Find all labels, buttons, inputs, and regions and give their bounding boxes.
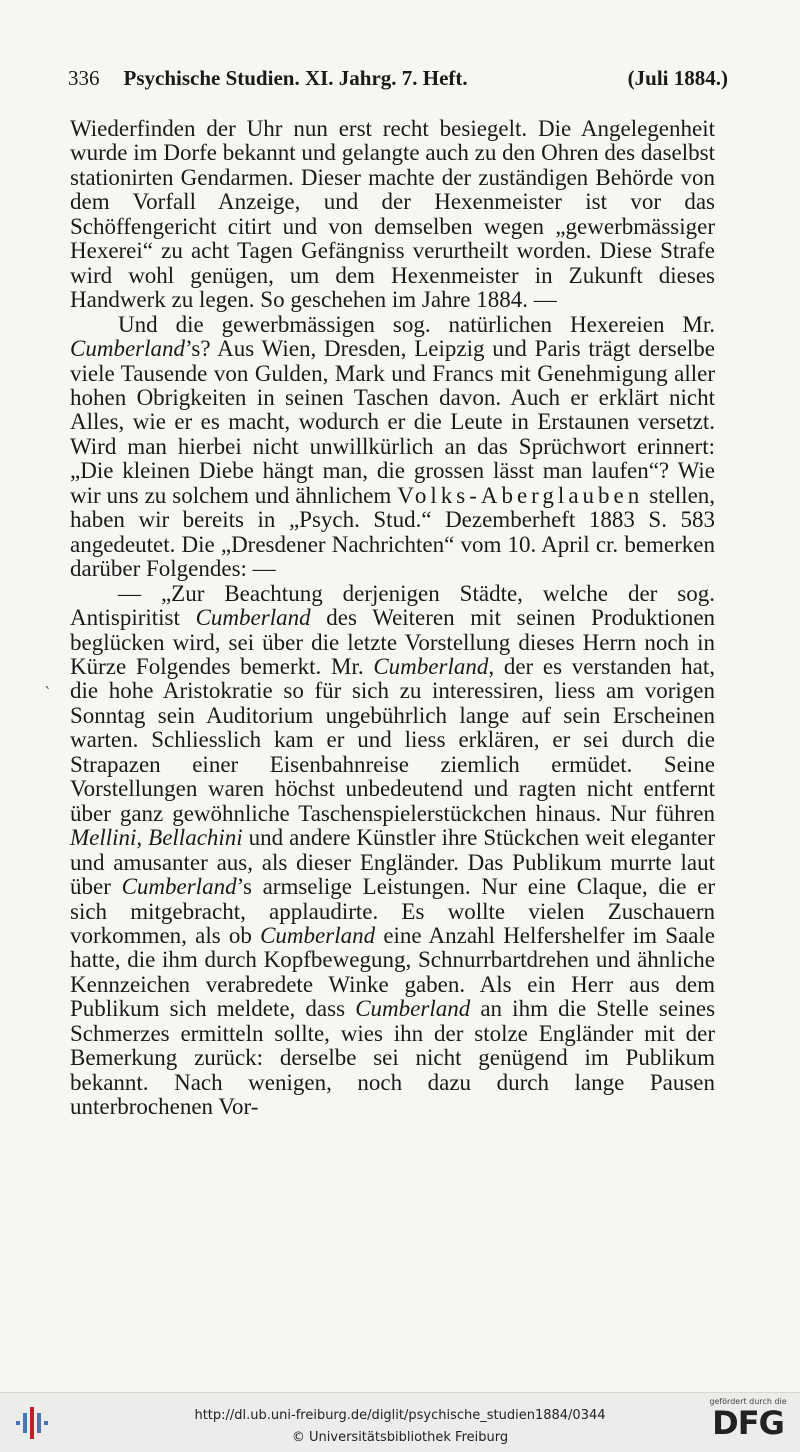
body-text: [70, 117, 715, 1120]
dfg-logo-text: DFG: [712, 1404, 784, 1442]
page-number: 336: [68, 66, 100, 90]
permalink-url[interactable]: http://dl.ub.uni-freiburg.de/diglit/psychische_studien1884/0344: [194, 1408, 606, 1423]
paragraph-1: Wiederfinden der Uhr nun erst recht besiegelt. Die Angelegenheit wurde im Dorfe bekannt und gelangte auch zu den Ohren des daselbst stationirten Gendarmen. Dieser machte der zuständigen Behörde von dem Vorfall Anzeige, und der Hexenmeister ist vor das Schöffengericht citirt und von demselben wegen „gewerbmässiger Hexerei“ zu acht Tagen Gefängniss verurtheilt worden. Diese Strafe wird wohl genügen, um dem Hexenmeister in Zukunft dieses Handwerk zu legen. So geschehen im Jahre 1884. —: [70, 116, 715, 313]
dfg-caption: gefördert durch die: [709, 1397, 787, 1406]
spaced-term: Volks-Aberglauben: [397, 482, 644, 508]
paragraph-3: — „Zur Beachtung derjenigen Städte, welche der sog. Antispiritist Cumberland des Weiteren mit seinen Produktionen beglücken wird, sei über die letzte Vorstellung dieses Herrn noch in Kürze Folgendes bemerkt. Mr. Cumberland, der es verstanden hat, die hohe Aristokratie so für sich zu interessiren, liess am vorigen Sonntag sein Auditorium ungebührlich lange auf sein Erscheinen warten. Schliesslich kam er und liess erklären, er sei durch die Strapazen einer Eisenbahnreise ziemlich ermüdet. Seine Vorstellungen waren höchst unbedeutend und ragten nicht entfernt über ganz gewöhnliche Taschenspielerstückchen hinaus. Nur führen Mellini, Bellachini und andere Künstler ihre Stückchen weit eleganter und amusanter aus, als dieser Engländer. Das Publikum murrte laut über Cumberland’s armselige Leistungen. Nur eine Claque, die er sich mitgebracht, applaudirte. Es wollte vielen Zuschauern vorkommen, als ob Cumberland eine Anzahl Helfershelfer im Saale hatte, die ihm durch Kopfbewegung, Schnurrbartdrehen und ähnliche Kennzeichen verabredete Winke gaben. Als ein Herr aus dem Publikum sich meldete, dass Cumberland an ihm die Stelle seines Schmerzes ermitteln sollte, wies ihn der stolze Engländer mit der Bemerkung zurück: derselbe sei nicht genügend im Publikum bekannt. Nach wenigen, noch dazu durch lange Pausen unterbrochenen Vor-: [70, 580, 716, 1120]
person-name: Cumberland: [355, 996, 471, 1022]
person-name: Cumberland: [121, 874, 237, 900]
dfg-logo-icon[interactable]: [708, 1397, 788, 1440]
margin-mark: `: [44, 684, 52, 703]
viewer-footer: [0, 1392, 800, 1452]
issue-date: (Juli 1884.): [627, 66, 728, 90]
person-name: Cumberland,: [373, 653, 495, 679]
person-name: Mellini, Bellachini: [70, 825, 243, 851]
running-header: [68, 66, 728, 91]
person-name: Cumberland: [260, 922, 376, 948]
copyright-notice: © Universitätsbibliothek Freiburg: [291, 1430, 509, 1445]
paragraph-2: Und die gewerbmässigen sog. natürlichen Hexereien Mr. Cumberland’s? Aus Wien, Dresden, Leipzig und Paris trägt derselbe viele Tausende von Gulden, Mark und Francs mit Genehmigung aller hohen Obrigkeiten in seinen Taschen davon. Auch er erklärt nicht Alles, wie er es macht, wodurch er die Leute in Erstaunen versetzt. Wird man hierbei nicht unwillkürlich an das Sprüchwort erinnert: „Die kleinen Diebe hängt man, die grossen lässt man laufen“? Wie wir uns zu solchem und ähnlichem Volks-Aberglauben stellen, haben wir bereits in „Psych. Stud.“ Dezemberheft 1883 S. 583 angedeutet. Die „Dresdener Nachrichten“ vom 10. April cr. bemerken darüber Folgendes: —: [70, 311, 716, 582]
person-name: Cumberland: [195, 605, 311, 631]
running-title: Psychische Studien. XI. Jahrg. 7. Heft.: [123, 66, 468, 90]
person-name: Cumberland: [70, 336, 185, 362]
